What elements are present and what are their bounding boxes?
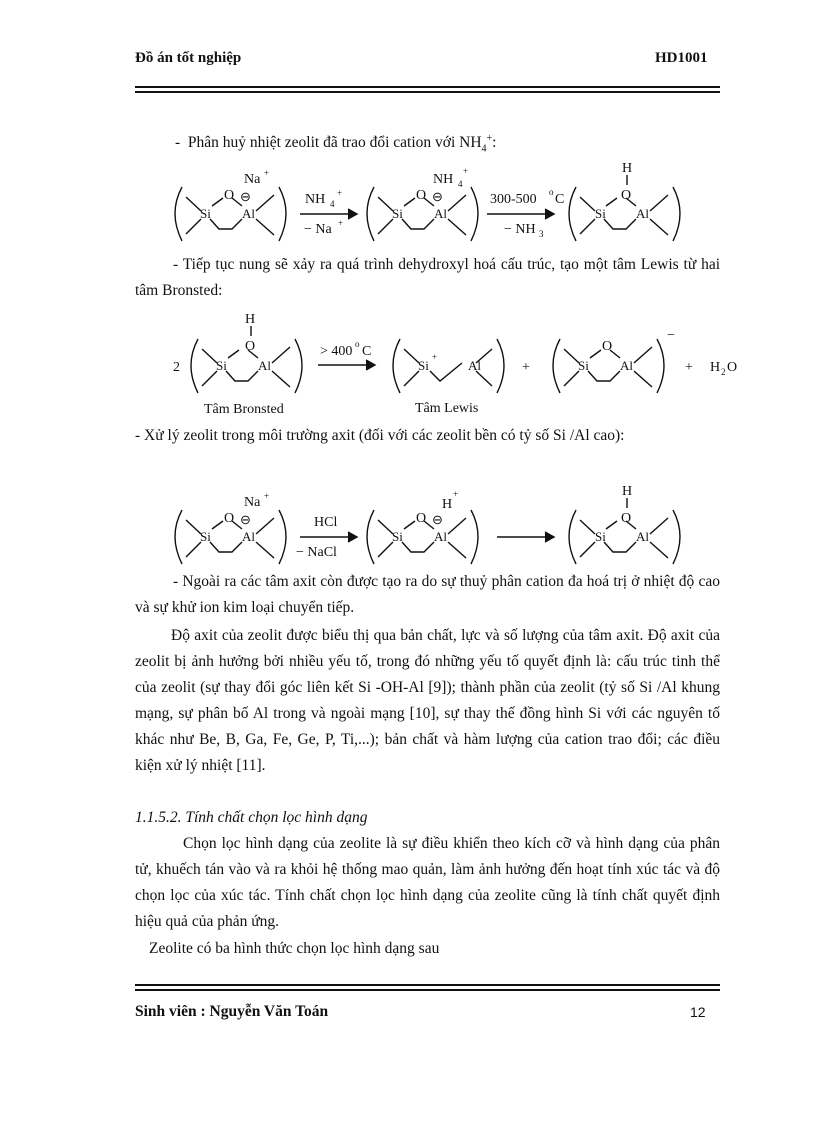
s2-water-h: H <box>710 360 721 375</box>
s1-temp: 300-500 <box>490 192 537 207</box>
footer-rule-bottom <box>135 989 720 991</box>
s1-na-label: Na <box>244 172 261 187</box>
s3-na-charge: + <box>264 491 270 501</box>
s1-loss-charge: + <box>338 218 344 228</box>
s1-si1: Si <box>200 206 211 221</box>
s3-si2: Si <box>392 529 403 544</box>
s2-al1: Al <box>258 358 271 373</box>
scheme2-diagram <box>0 305 816 420</box>
s1-al3: Al <box>636 206 649 221</box>
s2-plus1: + <box>522 360 530 375</box>
s3-al1: Al <box>242 529 255 544</box>
section1-text: - Phân huỷ nhiệt zeolit đã trao đổi cation với $NH_4^+$: <box>175 133 497 155</box>
subheading-shape-selectivity: 1.1.5.2. Tính chất chọn lọc hình dạng <box>135 809 368 826</box>
s3-o2: O <box>416 511 427 526</box>
s1-reagent-charge: + <box>337 188 343 198</box>
s3-na-label: Na <box>244 495 261 510</box>
s2-si-charge: + <box>432 352 438 362</box>
page-number: 12 <box>690 1004 706 1020</box>
scheme3-diagram <box>0 478 816 578</box>
s2-plus2: + <box>685 360 693 375</box>
s1-nh4-label: NH <box>433 172 454 187</box>
s3-al2: Al <box>434 529 447 544</box>
paragraph-hydrolysis: - Ngoài ra các tâm axit còn được tạo ra do sự thuỷ phân cation đa hoá trị ở nhiệt độ cao và sự khử ion kim loại chuyển tiếp. <box>135 573 720 616</box>
s3-neg1: ⊖ <box>240 512 251 527</box>
s3-si1: Si <box>200 529 211 544</box>
s2-condition: > 400 <box>320 344 353 359</box>
paragraph-three-forms: Zeolite có ba hình thức chọn lọc hình dạng sau <box>149 940 440 957</box>
s2-label-lewis: Tâm Lewis <box>415 401 479 416</box>
s3-o3: O <box>621 511 632 526</box>
s3-h-charge: + <box>453 489 459 499</box>
s2-unit: C <box>362 344 372 359</box>
s2-coefficient: 2 <box>173 360 180 375</box>
s2-si3: Si <box>578 358 589 373</box>
s3-h-label: H <box>622 484 633 499</box>
s3-loss-nacl: − NaCl <box>296 545 337 560</box>
s1-na-charge: + <box>264 168 270 178</box>
s1-neg2: ⊖ <box>432 189 443 204</box>
header-rule-bottom <box>135 91 720 93</box>
s2-si1: Si <box>216 358 227 373</box>
s1-si3: Si <box>595 206 606 221</box>
s1-al2: Al <box>434 206 447 221</box>
s3-h-proton: H <box>442 497 453 512</box>
footer-student: Sinh viên : Nguyễn Văn Toán <box>135 1003 329 1020</box>
s1-o1: O <box>224 188 235 203</box>
s1-loss-nh3-sub: 3 <box>539 229 544 239</box>
s1-al1: Al <box>242 206 255 221</box>
s3-o1: O <box>224 511 235 526</box>
s1-o2: O <box>416 188 427 203</box>
s3-neg2: ⊖ <box>432 512 443 527</box>
s2-si-lewis: Si <box>418 358 429 373</box>
header-code: HD1001 <box>655 50 708 66</box>
s2-anion-charge: − <box>667 328 675 343</box>
scheme1-diagram <box>0 155 816 255</box>
s1-reagent-sub: 4 <box>330 199 335 209</box>
header-rule-top <box>135 86 720 88</box>
s1-si2: Si <box>392 206 403 221</box>
s2-o1: O <box>245 339 256 354</box>
s3-si3: Si <box>595 529 606 544</box>
s2-al3: Al <box>620 358 633 373</box>
paragraph-acidity: Độ axit của zeolit được biểu thị qua bản chất, lực và số lượng của tâm axit. Độ axit của zeolit bị ảnh hưởng bởi nhiều yếu tố, trong đó những yếu tố quyết định là: cấu trúc tinh thể của zeolit (sự thay đổi góc liên kết Si -OH-Al [9]); thành phần của zeolit (tỷ số Si /Al khung mạng, sự phân bố Al trong và ngoài mạng [10], sự thay thế đồng hình Si với các nguyên tố khác như Be, B, Ga, Fe, Ge, P, Ti,...); bản chất và hàm lượng của cation trao đổi; các điều kiện xử lý nhiệt [11]. <box>135 627 720 774</box>
s3-reagent-hcl: HCl <box>314 515 338 530</box>
s1-neg1: ⊖ <box>240 189 251 204</box>
s3-al3: Al <box>636 529 649 544</box>
section3-text: - Xử lý zeolit trong môi trường axit (đối với các zeolit bền có tỷ số Si /Al cao): <box>135 427 625 444</box>
s1-o3: O <box>621 188 632 203</box>
section2-text: - Tiếp tục nung sẽ xảy ra quá trình dehydroxyl hoá cấu trúc, tạo một tâm Lewis từ hai tâm Bronsted: <box>135 256 720 299</box>
s2-al-lewis: Al <box>468 358 481 373</box>
s1-h-label: H <box>622 161 633 176</box>
s1-loss-nh3: − NH <box>504 222 536 237</box>
s1-temp-deg: o <box>549 187 554 197</box>
s2-deg: o <box>355 339 360 349</box>
paragraph-shape-selectivity: Chọn lọc hình dạng của zeolite là sự điều khiển theo kích cỡ và hình dạng của phân tử, khuếch tán vào và ra khỏi hệ thống mao quản, làm ảnh hưởng đến hoạt tính xúc tác và độ chọn lọc của xúc tác. Tính chất chọn lọc hình dạng của zeolite cũng là tính chất quyết định hiệu quả của phản ứng. <box>135 835 720 930</box>
s2-label-bronsted: Tâm Bronsted <box>204 402 284 417</box>
header-title: Đồ án tốt nghiệp <box>135 50 242 66</box>
s1-loss-na: − Na <box>304 222 332 237</box>
s2-h-label: H <box>245 312 256 327</box>
footer-rule-top <box>135 984 720 986</box>
s1-temp-unit: C <box>555 192 565 207</box>
s1-nh4-charge: + <box>463 166 469 176</box>
s1-reagent-nh: NH <box>305 192 326 207</box>
s2-o3: O <box>602 339 613 354</box>
s2-water-sub: 2 <box>721 367 726 377</box>
s1-nh4-sub: 4 <box>458 179 463 189</box>
s2-water-o: O <box>727 360 738 375</box>
